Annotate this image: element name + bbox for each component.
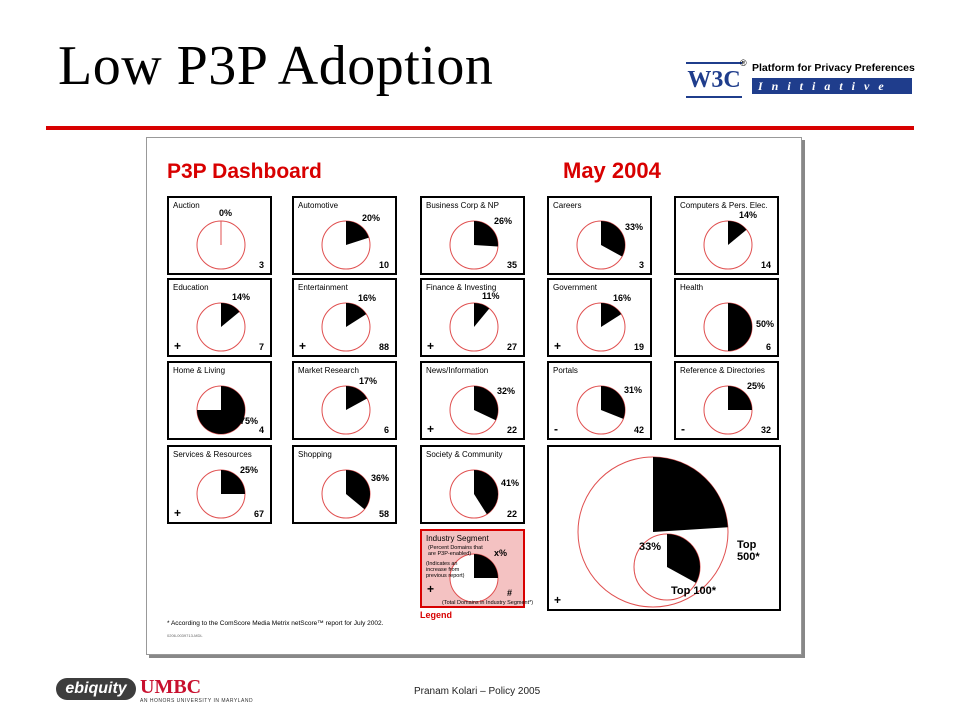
slide-title: Low P3P Adoption — [58, 35, 494, 97]
segment-portals-domain-count: 42 — [633, 425, 644, 435]
segment-finance-investing-label: Finance & Investing — [426, 283, 497, 292]
segment-entertainment-tile — [292, 278, 397, 357]
segment-services-resources-tile — [167, 445, 272, 524]
segment-entertainment-label: Entertainment — [298, 283, 348, 292]
segment-shopping-tile — [292, 445, 397, 524]
segment-education-percent: 14% — [232, 292, 251, 302]
segment-services-resources-label: Services & Resources — [173, 450, 252, 459]
segment-portals-tile — [547, 361, 652, 440]
segment-health-pie-slice — [728, 303, 752, 351]
segment-shopping-label: Shopping — [298, 450, 332, 459]
segment-careers-label: Careers — [553, 201, 582, 210]
segment-business-corp-np-tile — [420, 196, 525, 275]
slide-footer: Pranam Kolari – Policy 2005 — [414, 686, 541, 697]
segment-shopping-percent: 36% — [371, 473, 390, 483]
segment-reference-directories-percent: 25% — [747, 381, 766, 391]
segment-services-resources-domain-count: 67 — [253, 509, 264, 519]
w3c-logo-initiative: Initiative — [752, 78, 912, 94]
segment-reference-directories-domain-count: 32 — [760, 425, 771, 435]
segment-health-percent: 50% — [756, 319, 775, 329]
dashboard-code: 0206-0039713-MDL — [167, 633, 203, 638]
segment-computers-pers-elec-tile — [674, 196, 779, 275]
segment-auction-tile — [167, 196, 272, 275]
segment-news-information-percent: 32% — [497, 386, 516, 396]
legend-caption: Legend — [420, 610, 453, 620]
segment-news-information-domain-count: 22 — [506, 425, 517, 435]
ebiquity-umbc-logo — [56, 676, 256, 706]
segment-finance-investing-domain-count: 27 — [506, 342, 517, 352]
segment-finance-investing-increase-indicator: + — [427, 339, 435, 353]
legend-tile — [420, 529, 534, 608]
segment-finance-investing-percent: 11% — [482, 291, 500, 301]
segment-automotive-domain-count: 10 — [378, 260, 389, 270]
segment-portals-percent: 31% — [624, 385, 643, 395]
segment-health-tile — [674, 278, 779, 357]
w3c-logo-title: Platform for Privacy Preferences — [752, 62, 915, 74]
segment-reference-directories-decrease-indicator: - — [681, 422, 685, 436]
segment-government-domain-count: 19 — [633, 342, 644, 352]
segment-shopping-domain-count: 58 — [378, 509, 389, 519]
segment-careers-domain-count: 3 — [638, 260, 644, 270]
segment-society-community-percent: 41% — [501, 478, 520, 488]
segment-services-resources-percent: 25% — [240, 465, 259, 475]
segment-news-information-tile — [420, 361, 525, 440]
segment-business-corp-np-label: Business Corp & NP — [426, 201, 499, 210]
segment-society-community-domain-count: 22 — [506, 509, 517, 519]
dashboard-date: May 2004 — [563, 158, 661, 183]
p3p-dashboard — [146, 137, 802, 655]
segment-auction-percent: 0% — [219, 208, 233, 218]
segment-government-percent: 16% — [613, 293, 632, 303]
segment-news-information-increase-indicator: + — [427, 422, 435, 436]
umbc-tagline: AN HONORS UNIVERSITY IN MARYLAND — [140, 698, 254, 704]
segment-automotive-label: Automotive — [298, 201, 339, 210]
dashboard-title: P3P Dashboard — [167, 160, 322, 183]
segment-health-domain-count: 6 — [765, 342, 771, 352]
segment-business-corp-np-domain-count: 35 — [506, 260, 517, 270]
legend-label: Industry Segment — [426, 534, 489, 543]
segment-government-label: Government — [553, 283, 598, 292]
top-top-500-percent: 24% — [653, 459, 676, 471]
top-top-500-label: Top 500* — [737, 539, 760, 563]
segment-auction-domain-count: 3 — [258, 260, 264, 270]
segment-entertainment-increase-indicator: + — [299, 339, 307, 353]
segment-business-corp-np-percent: 26% — [494, 216, 513, 226]
w3c-p3p-logo — [686, 58, 916, 98]
legend-note-count: (Total Domains in Industry Segment*) — [442, 600, 534, 606]
segment-automotive-tile — [292, 196, 397, 275]
segment-health-label: Health — [680, 283, 704, 292]
title-divider — [46, 126, 914, 130]
segment-society-community-label: Society & Community — [426, 450, 503, 459]
w3c-registered-mark: ® — [740, 58, 747, 68]
segment-home-living-label: Home & Living — [173, 366, 226, 375]
legend-percent: x% — [494, 548, 508, 558]
segment-government-increase-indicator: + — [554, 339, 562, 353]
segment-reference-directories-tile — [674, 361, 779, 440]
top-top-100-label: Top 100* — [671, 585, 717, 597]
segment-market-research-label: Market Research — [298, 366, 359, 375]
legend-count: # — [507, 588, 513, 598]
segment-computers-pers-elec-percent: 14% — [739, 210, 758, 220]
segment-market-research-domain-count: 6 — [383, 425, 389, 435]
segment-reference-directories-label: Reference & Directories — [680, 366, 765, 375]
top-top-100-percent: 33% — [639, 541, 662, 553]
segment-computers-pers-elec-label: Computers & Pers. Elec. — [680, 201, 768, 210]
segment-education-tile — [167, 278, 272, 357]
segment-education-increase-indicator: + — [174, 339, 182, 353]
segment-portals-decrease-indicator: - — [554, 422, 558, 436]
segment-education-domain-count: 7 — [258, 342, 264, 352]
top-sites-tile — [547, 445, 781, 611]
ebiquity-logo: ebiquity — [56, 678, 136, 700]
segment-government-tile — [547, 278, 652, 357]
segment-market-research-percent: 17% — [359, 376, 378, 386]
umbc-logo: UMBC — [140, 676, 202, 698]
legend-note-percent: (Percent Domains that are P3P-enabled) — [428, 545, 483, 557]
legend-plus: + — [427, 582, 435, 596]
segment-home-living-percent: 75% — [240, 416, 259, 426]
segment-market-research-tile — [292, 361, 397, 440]
segment-auction-label: Auction — [173, 201, 200, 210]
segment-services-resources-increase-indicator: + — [174, 506, 182, 520]
segment-home-living-domain-count: 4 — [258, 425, 264, 435]
segment-home-living-tile — [167, 361, 272, 440]
segment-careers-percent: 33% — [625, 222, 644, 232]
top-increase-indicator: + — [554, 593, 562, 607]
segment-careers-tile — [547, 196, 652, 275]
w3c-mark: W3C — [686, 62, 742, 98]
top-sites-pies — [549, 447, 779, 609]
segment-education-label: Education — [173, 283, 209, 292]
segment-finance-investing-tile — [420, 278, 525, 357]
segment-portals-label: Portals — [553, 366, 578, 375]
dashboard-footnote: * According to the ComScore Media Metrix netScore™ report for July 2002. — [167, 620, 384, 627]
segment-computers-pers-elec-domain-count: 14 — [760, 260, 771, 270]
segment-entertainment-domain-count: 88 — [378, 342, 389, 352]
segment-automotive-percent: 20% — [362, 213, 381, 223]
segment-news-information-label: News/Information — [426, 366, 489, 375]
segment-society-community-tile — [420, 445, 525, 524]
segment-entertainment-percent: 16% — [358, 293, 377, 303]
legend-note-increase: (Indicates an increase from previous report) — [426, 561, 465, 579]
